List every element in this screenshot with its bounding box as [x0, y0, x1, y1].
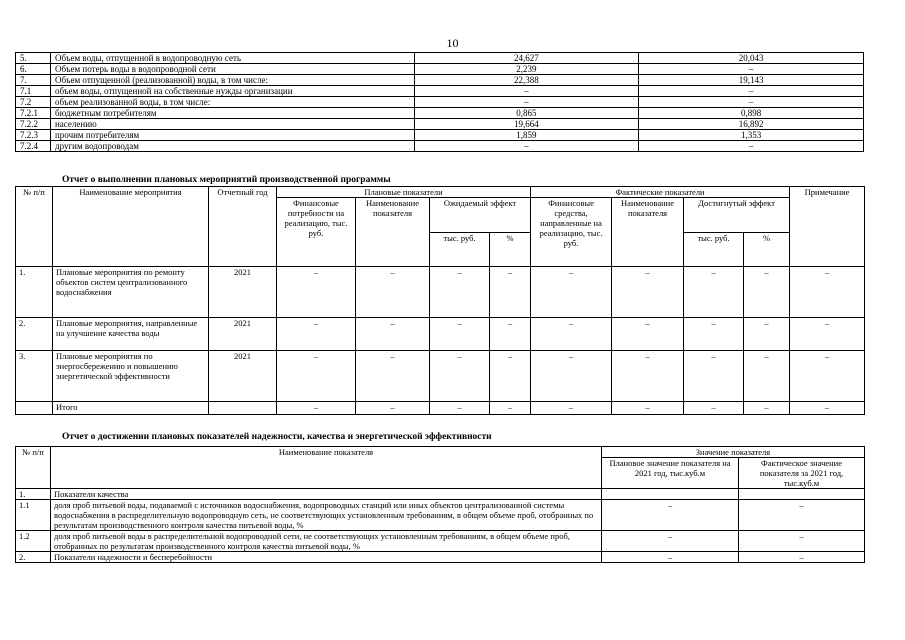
value-cell: 0,898	[639, 108, 864, 119]
value-cell: –	[744, 267, 790, 318]
value-cell: –	[490, 402, 531, 415]
indicators-table	[15, 446, 865, 563]
row-number: 1.	[16, 267, 53, 318]
fact-eff-header: Достигнутый эффект	[684, 198, 790, 233]
value-cell: –	[531, 318, 612, 351]
row-number: 3.	[16, 351, 53, 402]
measure-name: Итого	[53, 402, 209, 415]
year-cell: 2021	[209, 351, 277, 402]
table-row	[16, 402, 865, 415]
fact-value: –	[739, 552, 865, 563]
table-row	[16, 75, 864, 86]
measure-name: Плановые мероприятия по энергосбережению и повышению энергетической эффективности	[53, 351, 209, 402]
fact-value	[739, 489, 865, 500]
value-cell: –	[639, 97, 864, 108]
value-cell: –	[414, 86, 639, 97]
value-cell: –	[414, 97, 639, 108]
plan-ind-header: Наименование показателя	[356, 198, 430, 267]
plan-value: –	[602, 531, 739, 552]
value-cell: 20,043	[639, 53, 864, 64]
indicator-name: Показатели качества	[51, 489, 602, 500]
fact-fin-header: Финансовые средства, направленные на реализацию, тыс. руб.	[531, 198, 612, 267]
table-row	[16, 141, 864, 152]
value-cell: –	[612, 267, 684, 318]
row-number: 1.1	[16, 500, 51, 531]
value-cell: –	[531, 267, 612, 318]
value-cell: –	[684, 267, 744, 318]
row-name: другим водопроводам	[50, 141, 414, 152]
table-row	[16, 531, 865, 552]
row-number: 1.	[16, 489, 51, 500]
year-cell: 2021	[209, 318, 277, 351]
fact-value: –	[739, 500, 865, 531]
value-cell: –	[356, 351, 430, 402]
value-cell: –	[744, 318, 790, 351]
measure-name: Плановые мероприятия, направленные на улучшение качества воды	[53, 318, 209, 351]
program-measures-table	[15, 186, 865, 415]
row-number	[16, 402, 53, 415]
row-name: Объем потерь воды в водопроводной сети	[50, 64, 414, 75]
row-number: 7.2	[16, 97, 51, 108]
value-cell: –	[612, 402, 684, 415]
program-report-title: Отчет о выполнении плановых мероприятий производственной программы	[62, 175, 391, 185]
row-number: 2.	[16, 552, 51, 563]
measure-name: Плановые мероприятия по ремонту объектов систем централизованного водоснабжения	[53, 267, 209, 318]
value-cell: 16,892	[639, 119, 864, 130]
table-row	[16, 130, 864, 141]
value-cell: –	[490, 351, 531, 402]
plan-value	[602, 489, 739, 500]
plan-value: –	[602, 552, 739, 563]
table-row	[16, 318, 865, 351]
row-number: 7.1	[16, 86, 51, 97]
plan-value-header: Плановое значение показателя на 2021 год, тыс.куб.м	[602, 458, 739, 489]
table-row	[16, 119, 864, 130]
table-row	[16, 97, 864, 108]
value-cell: –	[356, 402, 430, 415]
col-name-header: Наименование мероприятия	[53, 187, 209, 267]
value-cell: –	[277, 402, 356, 415]
row-number: 7.2.2	[16, 119, 51, 130]
fact-value-header: Фактическое значение показателя за 2021 год, тыс.куб.м	[739, 458, 865, 489]
plan-eff-pct-header: %	[490, 232, 531, 267]
row-name: объем воды, отпущенной на собственные нужды организации	[50, 86, 414, 97]
value-cell: 1,353	[639, 130, 864, 141]
value-cell: –	[684, 318, 744, 351]
value-cell: –	[639, 141, 864, 152]
value-cell: –	[612, 351, 684, 402]
value-cell: –	[430, 318, 490, 351]
fact-group-header: Фактические показатели	[531, 187, 790, 198]
value-cell: –	[531, 402, 612, 415]
col-note-header: Примечание	[790, 187, 865, 267]
col-num-header: № п/п	[16, 447, 51, 489]
value-cell: 2,239	[414, 64, 639, 75]
table-row	[16, 351, 865, 402]
value-cell: –	[684, 402, 744, 415]
value-cell: –	[744, 351, 790, 402]
row-number: 7.	[16, 75, 51, 86]
value-cell: –	[790, 351, 865, 402]
value-cell: –	[612, 318, 684, 351]
value-cell: –	[790, 402, 865, 415]
table-row	[16, 86, 864, 97]
table-row	[16, 267, 865, 318]
fact-eff-pct-header: %	[744, 232, 790, 267]
col-name-header: Наименование показателя	[51, 447, 602, 489]
value-cell: –	[531, 351, 612, 402]
col-year-header: Отчетный год	[209, 187, 277, 267]
value-cell: 19,143	[639, 75, 864, 86]
value-cell: –	[744, 402, 790, 415]
table-row	[16, 489, 865, 500]
year-cell: 2021	[209, 267, 277, 318]
value-cell: 1,859	[414, 130, 639, 141]
value-cell: –	[684, 351, 744, 402]
table-row	[16, 108, 864, 119]
row-name: объем реализованной воды, в том числе:	[50, 97, 414, 108]
value-cell: –	[414, 141, 639, 152]
value-cell: –	[356, 267, 430, 318]
plan-group-header: Плановые показатели	[277, 187, 531, 198]
indicator-name: доля проб питьевой воды, подаваемой с источников водоснабжения, водопроводных станций или иных объектов централизованной системы водоснабжения в распределительную водопроводную сеть, не соответствующих установленным требованиям, в общем объеме проб, отобранных по результатам производственного контроля качества питьевой воды, %	[51, 500, 602, 531]
plan-eff-rub-header: тыс. руб.	[430, 232, 490, 267]
value-cell: –	[430, 267, 490, 318]
value-cell: –	[277, 351, 356, 402]
fact-value: –	[739, 531, 865, 552]
table-row	[16, 64, 864, 75]
row-name: Объем отпущенной (реализованной) воды, в том числе:	[50, 75, 414, 86]
value-cell: –	[356, 318, 430, 351]
value-cell: –	[639, 64, 864, 75]
table-row	[16, 552, 865, 563]
fact-eff-rub-header: тыс. руб.	[684, 232, 744, 267]
value-cell: –	[430, 351, 490, 402]
value-cell: 22,388	[414, 75, 639, 86]
col-num-header: № п/п	[16, 187, 53, 267]
table-row	[16, 53, 864, 64]
row-number: 6.	[16, 64, 51, 75]
row-number: 5.	[16, 53, 51, 64]
fact-ind-header: Наименование показателя	[612, 198, 684, 267]
indicator-name: доля проб питьевой воды в распределительной водопроводной сети, не соответствующих установленным требованиям, в общем объеме проб, отобранных по результатам производственного контроля качества питьевой воды, %	[51, 531, 602, 552]
value-cell: –	[277, 267, 356, 318]
water-volume-table	[15, 52, 864, 152]
row-number: 7.2.4	[16, 141, 51, 152]
indicators-report-title: Отчет о достижении плановых показателей надежности, качества и энергетической эффективности	[62, 432, 492, 442]
value-cell: –	[639, 86, 864, 97]
plan-value: –	[602, 500, 739, 531]
plan-fin-header: Финансовые потребности на реализацию, тыс. руб.	[277, 198, 356, 267]
value-cell: –	[790, 267, 865, 318]
page-number: 10	[446, 36, 459, 50]
value-cell: 19,664	[414, 119, 639, 130]
year-cell	[209, 402, 277, 415]
row-number: 2.	[16, 318, 53, 351]
row-name: бюджетным потребителям	[50, 108, 414, 119]
value-cell: –	[790, 318, 865, 351]
plan-eff-header: Ожидаемый эффект	[430, 198, 531, 233]
row-name: населению	[50, 119, 414, 130]
indicator-name: Показатели надежности и бесперебойности	[51, 552, 602, 563]
value-cell: –	[490, 318, 531, 351]
table-row	[16, 500, 865, 531]
value-cell: –	[490, 267, 531, 318]
value-cell: 0,865	[414, 108, 639, 119]
row-name: прочим потребителям	[50, 130, 414, 141]
row-number: 1.2	[16, 531, 51, 552]
value-cell: 24,627	[414, 53, 639, 64]
value-cell: –	[277, 318, 356, 351]
value-group-header: Значение показателя	[602, 447, 865, 458]
value-cell: –	[430, 402, 490, 415]
row-number: 7.2.1	[16, 108, 51, 119]
row-name: Объем воды, отпущенной в водопроводную сеть	[50, 53, 414, 64]
row-number: 7.2.3	[16, 130, 51, 141]
